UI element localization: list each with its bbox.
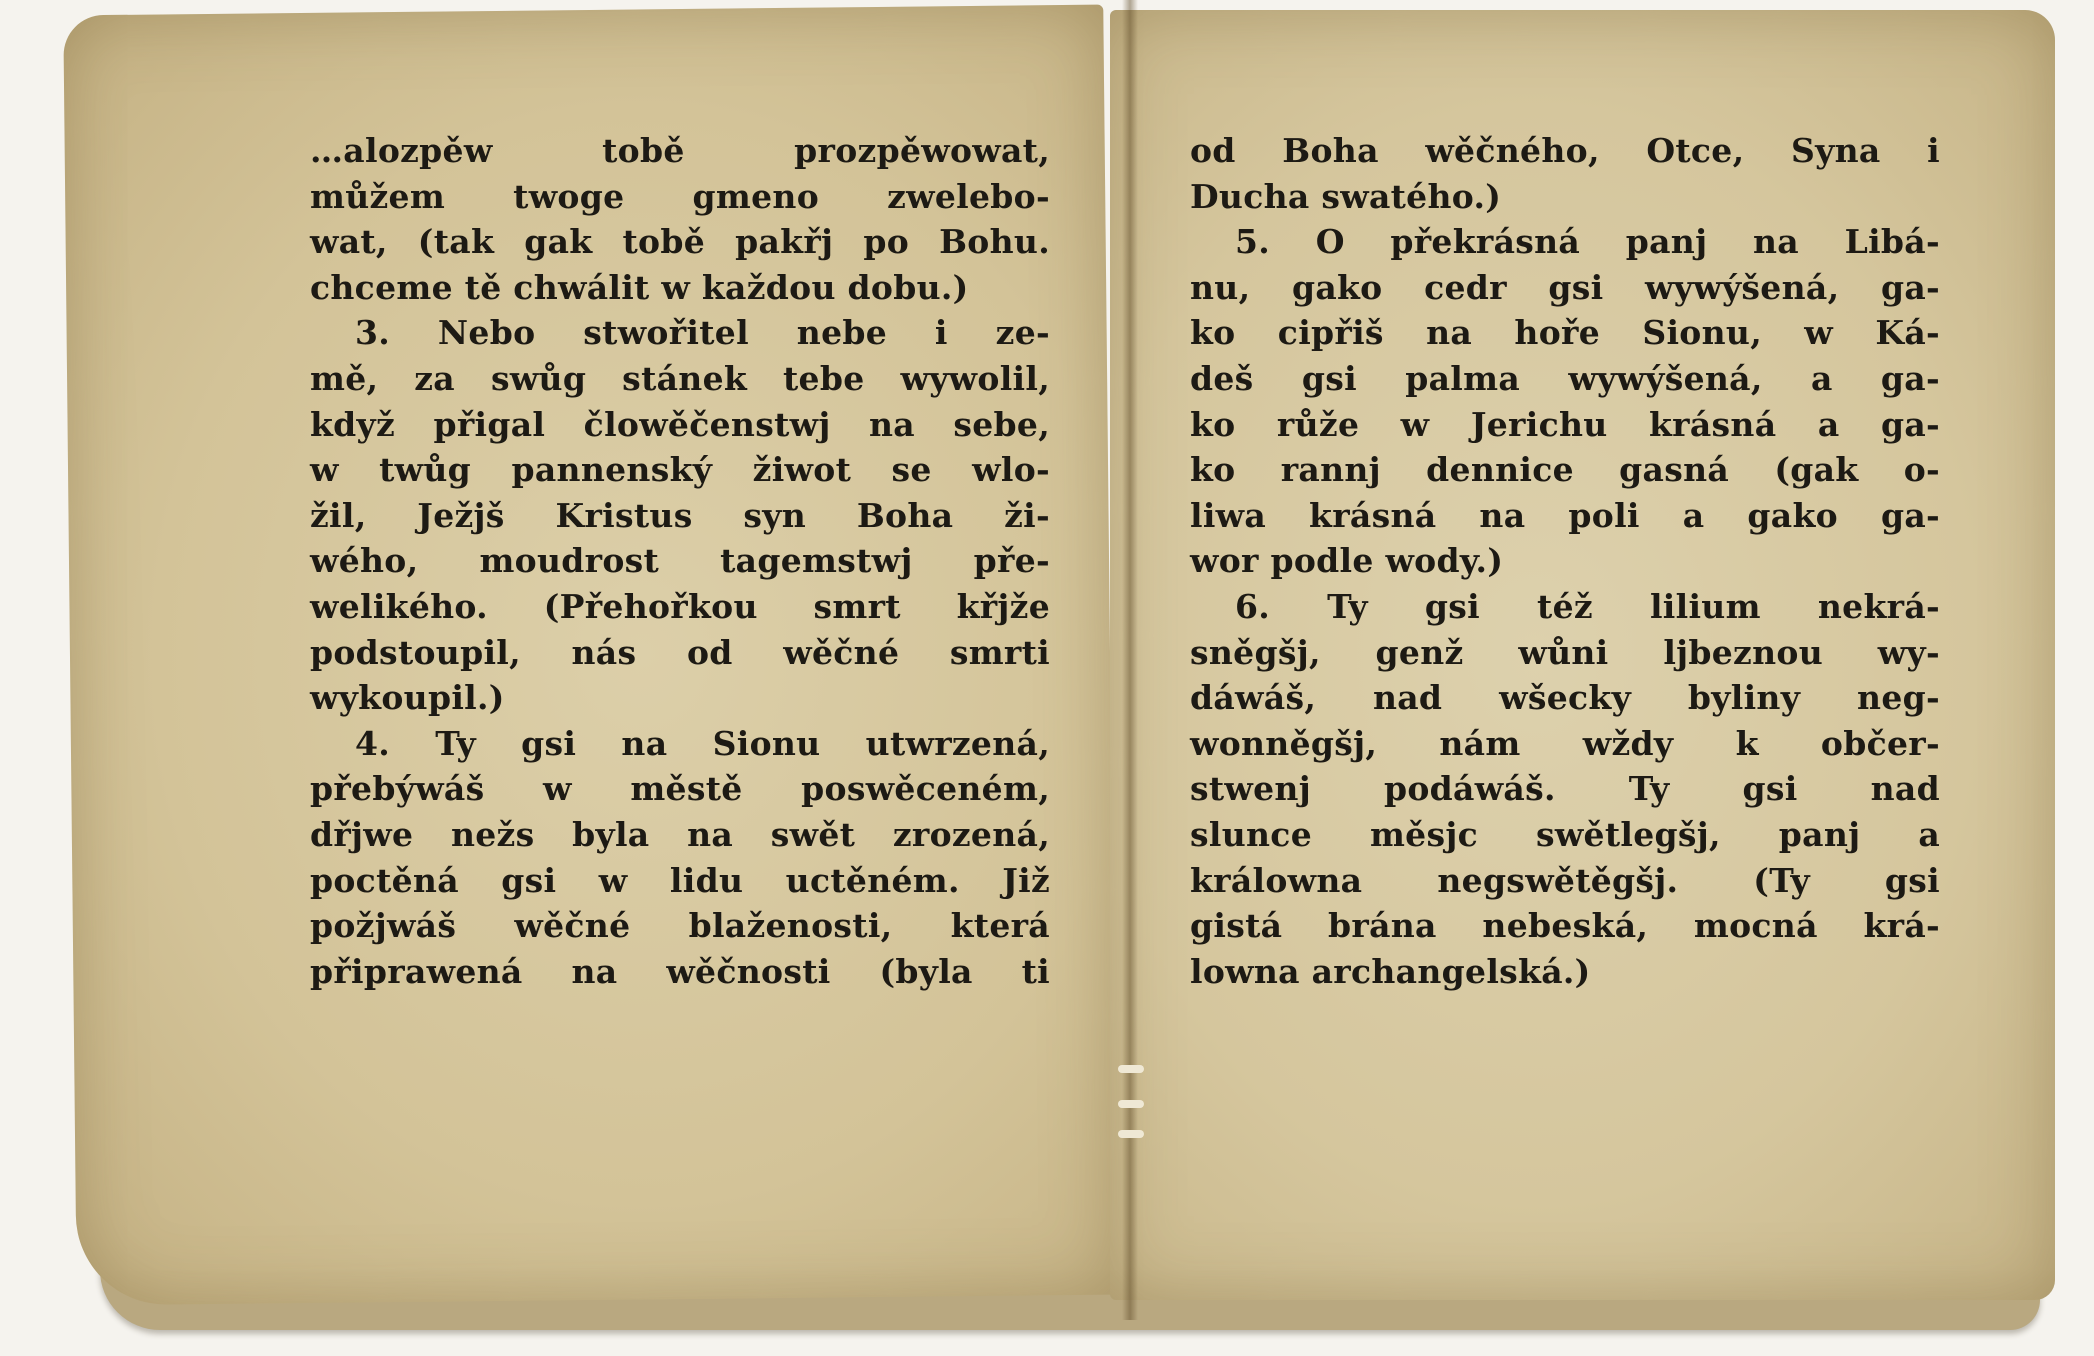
book-gutter [1122, 0, 1138, 1320]
text-line: žil, Ježjš Kristus syn Boha ži- [310, 495, 1050, 535]
text-line: ko rannj dennice gasná (gak o- [1190, 450, 1940, 490]
text-line: nu, gako cedr gsi wywýšená, ga- [1190, 267, 1940, 307]
text-line: 3. Nebo stwořitel nebe i ze- [355, 313, 1050, 353]
text-line: chceme tě chwálit w každou dobu.) [310, 267, 969, 307]
text-line: 6. Ty gsi též lilium nekrá- [1235, 586, 1940, 626]
text-line: králowna negswětěgšj. (Ty gsi [1190, 860, 1940, 900]
text-line: Ducha swatého.) [1190, 176, 1502, 216]
text-line: slunce měsjc swětlegšj, panj a [1190, 814, 1940, 854]
text-line: wat, (tak gak tobě pakřj po Bohu. [310, 222, 1050, 262]
binding-thread [1118, 1130, 1144, 1138]
text-line: když přigal člowěčenstwj na sebe, [310, 404, 1050, 444]
binding-thread [1118, 1065, 1144, 1073]
text-line: připrawená na wěčnosti (byla ti [310, 951, 1050, 991]
text-line: 5. O překrásná panj na Libá- [1235, 222, 1940, 262]
text-line: požjwáš wěčné blaženosti, která [310, 906, 1050, 946]
text-line: ko růže w Jerichu krásná a ga- [1190, 404, 1940, 444]
binding-thread [1118, 1100, 1144, 1108]
text-line: dáwáš, nad wšecky byliny neg- [1190, 678, 1940, 718]
text-line: welikého. (Přehořkou smrt křjže [310, 586, 1050, 626]
text-line: …alozpěw tobě prozpěwowat, [310, 131, 1050, 170]
text-line: 4. Ty gsi na Sionu utwrzená, [355, 723, 1050, 763]
text-line: wonněgšj, nám wždy k občer- [1190, 723, 1940, 763]
text-line: sněgšj, genž wůni ljbeznou wy- [1190, 632, 1940, 672]
text-line: můžem twoge gmeno zwelebo- [310, 176, 1050, 216]
text-line: wykoupil.) [310, 678, 505, 718]
text-line: liwa krásná na poli a gako ga- [1190, 495, 1940, 535]
text-line: gistá brána nebeská, mocná krá- [1190, 906, 1940, 946]
text-line: od Boha wěčného, Otce, Syna i [1190, 131, 1940, 170]
text-line: w twůg pannenský žiwot se wlo- [310, 450, 1050, 490]
right-page-text [1190, 128, 1940, 994]
text-line: ko cipřiš na hoře Sionu, w Ká- [1190, 313, 1940, 353]
text-line: deš gsi palma wywýšená, a ga- [1190, 358, 1940, 398]
left-page-text [310, 128, 1050, 994]
text-line: lowna archangelská.) [1190, 951, 1591, 991]
text-line: wor podle wody.) [1190, 541, 1504, 581]
text-line: přebýwáš w městě poswěceném, [310, 769, 1050, 809]
text-line: stwenj podáwáš. Ty gsi nad [1190, 769, 1940, 809]
text-line: poctěná gsi w lidu uctěném. Již [310, 860, 1050, 900]
text-line: podstoupil, nás od wěčné smrti [310, 632, 1050, 672]
text-line: wého, moudrost tagemstwj pře- [310, 541, 1050, 581]
text-line: mě, za swůg stánek tebe wywolil, [310, 358, 1050, 398]
text-line: dřjwe nežs byla na swět zrozená, [310, 814, 1050, 854]
